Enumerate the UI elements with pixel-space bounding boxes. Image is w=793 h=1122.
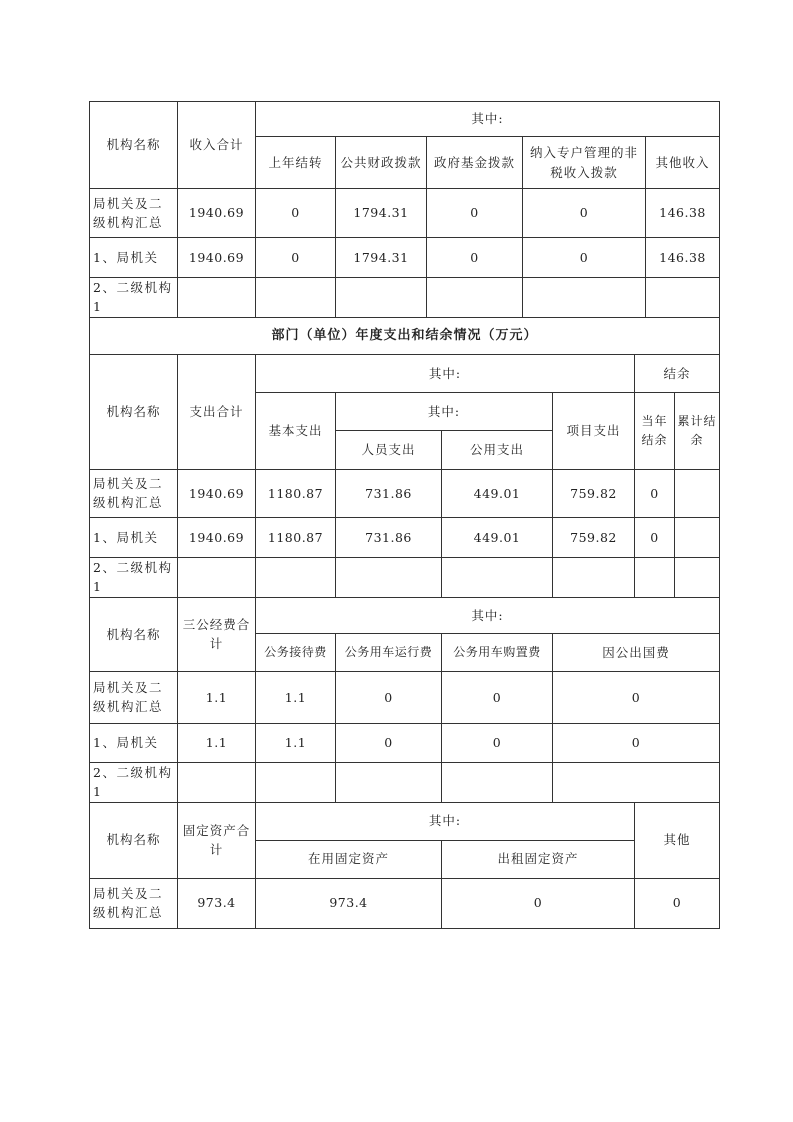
row-name: 局机关及二级机构汇总 <box>90 671 178 723</box>
cell: 0 <box>427 189 523 238</box>
asset-col-other: 其他 <box>635 802 720 878</box>
cell: 0 <box>523 238 646 278</box>
row-total: 1940.69 <box>178 189 256 238</box>
table-row <box>90 517 720 557</box>
cell: 0 <box>635 517 675 557</box>
income-sub-col: 上年结转 <box>256 137 336 189</box>
cell: 0 <box>336 671 442 723</box>
cell: 0 <box>553 671 720 723</box>
row-name: 1、局机关 <box>90 517 178 557</box>
public-col-among: 其中: <box>256 597 720 633</box>
row-total <box>178 762 256 802</box>
public-sub-col: 因公出国费 <box>553 633 720 671</box>
row-total <box>178 278 256 318</box>
cell <box>427 278 523 318</box>
expense-col-balance: 结余 <box>635 354 720 392</box>
cell: 1794.31 <box>336 238 427 278</box>
income-table <box>89 101 720 354</box>
row-name: 2、二级机构1 <box>90 278 178 318</box>
report-sheet <box>89 101 719 929</box>
asset-col-in-use: 在用固定资产 <box>256 840 442 878</box>
cell: 0 <box>553 723 720 762</box>
expense-table <box>89 354 720 598</box>
cell: 1180.87 <box>256 469 336 517</box>
expense-col-personnel: 人员支出 <box>336 430 442 469</box>
cell: 146.38 <box>646 238 720 278</box>
cell: 973.4 <box>256 878 442 928</box>
cell: 1794.31 <box>336 189 427 238</box>
asset-col-name: 机构名称 <box>90 802 178 878</box>
expense-col-project: 项目支出 <box>553 392 635 469</box>
cell: 449.01 <box>442 469 553 517</box>
table-row <box>90 278 720 318</box>
cell: 0 <box>442 671 553 723</box>
cell <box>675 469 720 517</box>
income-sub-col: 政府基金拨款 <box>427 137 523 189</box>
row-total: 973.4 <box>178 878 256 928</box>
row-name: 局机关及二级机构汇总 <box>90 878 178 928</box>
cell: 146.38 <box>646 189 720 238</box>
table-row <box>90 557 720 597</box>
cell: 0 <box>635 878 720 928</box>
cell <box>336 278 427 318</box>
cell <box>553 557 635 597</box>
expense-col-cum-balance: 累计结余 <box>675 392 720 469</box>
income-sub-col: 纳入专户管理的非税收入拨款 <box>523 137 646 189</box>
asset-col-total: 固定资产合计 <box>178 802 256 878</box>
public-sub-col: 公务用车运行费 <box>336 633 442 671</box>
income-sub-col: 其他收入 <box>646 137 720 189</box>
cell: 0 <box>256 189 336 238</box>
cell: 0 <box>336 723 442 762</box>
table-row <box>90 671 720 723</box>
expense-col-name: 机构名称 <box>90 354 178 469</box>
cell <box>256 278 336 318</box>
income-col-total: 收入合计 <box>178 102 256 189</box>
expense-col-total: 支出合计 <box>178 354 256 469</box>
asset-table <box>89 802 720 929</box>
row-total: 1940.69 <box>178 517 256 557</box>
cell <box>256 762 336 802</box>
row-total: 1.1 <box>178 723 256 762</box>
cell <box>442 557 553 597</box>
cell: 731.86 <box>336 469 442 517</box>
cell <box>336 762 442 802</box>
income-col-among: 其中: <box>256 102 720 137</box>
cell: 1180.87 <box>256 517 336 557</box>
cell <box>256 557 336 597</box>
cell: 0 <box>442 723 553 762</box>
public-col-name: 机构名称 <box>90 597 178 671</box>
row-total: 1940.69 <box>178 469 256 517</box>
cell <box>675 557 720 597</box>
asset-col-rented: 出租固定资产 <box>442 840 635 878</box>
public-col-total: 三公经费合计 <box>178 597 256 671</box>
expense-col-among2: 其中: <box>336 392 553 430</box>
cell <box>442 762 553 802</box>
table-row <box>90 878 720 928</box>
row-name: 局机关及二级机构汇总 <box>90 469 178 517</box>
table-row <box>90 762 720 802</box>
public-sub-col: 公务用车购置费 <box>442 633 553 671</box>
table-row <box>90 723 720 762</box>
asset-col-among: 其中: <box>256 802 635 840</box>
cell: 449.01 <box>442 517 553 557</box>
row-total <box>178 557 256 597</box>
cell: 0 <box>442 878 635 928</box>
row-total: 1.1 <box>178 671 256 723</box>
cell: 1.1 <box>256 671 336 723</box>
cell <box>336 557 442 597</box>
expense-col-basic: 基本支出 <box>256 392 336 469</box>
table-row <box>90 238 720 278</box>
cell <box>635 557 675 597</box>
cell: 759.82 <box>553 469 635 517</box>
cell <box>646 278 720 318</box>
row-name: 1、局机关 <box>90 238 178 278</box>
cell: 759.82 <box>553 517 635 557</box>
cell: 0 <box>256 238 336 278</box>
row-name: 局机关及二级机构汇总 <box>90 189 178 238</box>
three-public-table <box>89 597 720 803</box>
cell: 1.1 <box>256 723 336 762</box>
income-sub-col: 公共财政拨款 <box>336 137 427 189</box>
expense-col-year-balance: 当年结余 <box>635 392 675 469</box>
row-name: 2、二级机构1 <box>90 762 178 802</box>
cell: 0 <box>427 238 523 278</box>
row-total: 1940.69 <box>178 238 256 278</box>
table-row <box>90 189 720 238</box>
income-col-name: 机构名称 <box>90 102 178 189</box>
cell: 0 <box>635 469 675 517</box>
cell <box>553 762 720 802</box>
public-sub-col: 公务接待费 <box>256 633 336 671</box>
expense-col-public: 公用支出 <box>442 430 553 469</box>
row-name: 1、局机关 <box>90 723 178 762</box>
row-name: 2、二级机构1 <box>90 557 178 597</box>
cell: 0 <box>523 189 646 238</box>
cell <box>523 278 646 318</box>
table-row <box>90 469 720 517</box>
cell: 731.86 <box>336 517 442 557</box>
expense-title: 部门（单位）年度支出和结余情况（万元） <box>90 317 720 354</box>
expense-col-among: 其中: <box>256 354 635 392</box>
cell <box>675 517 720 557</box>
